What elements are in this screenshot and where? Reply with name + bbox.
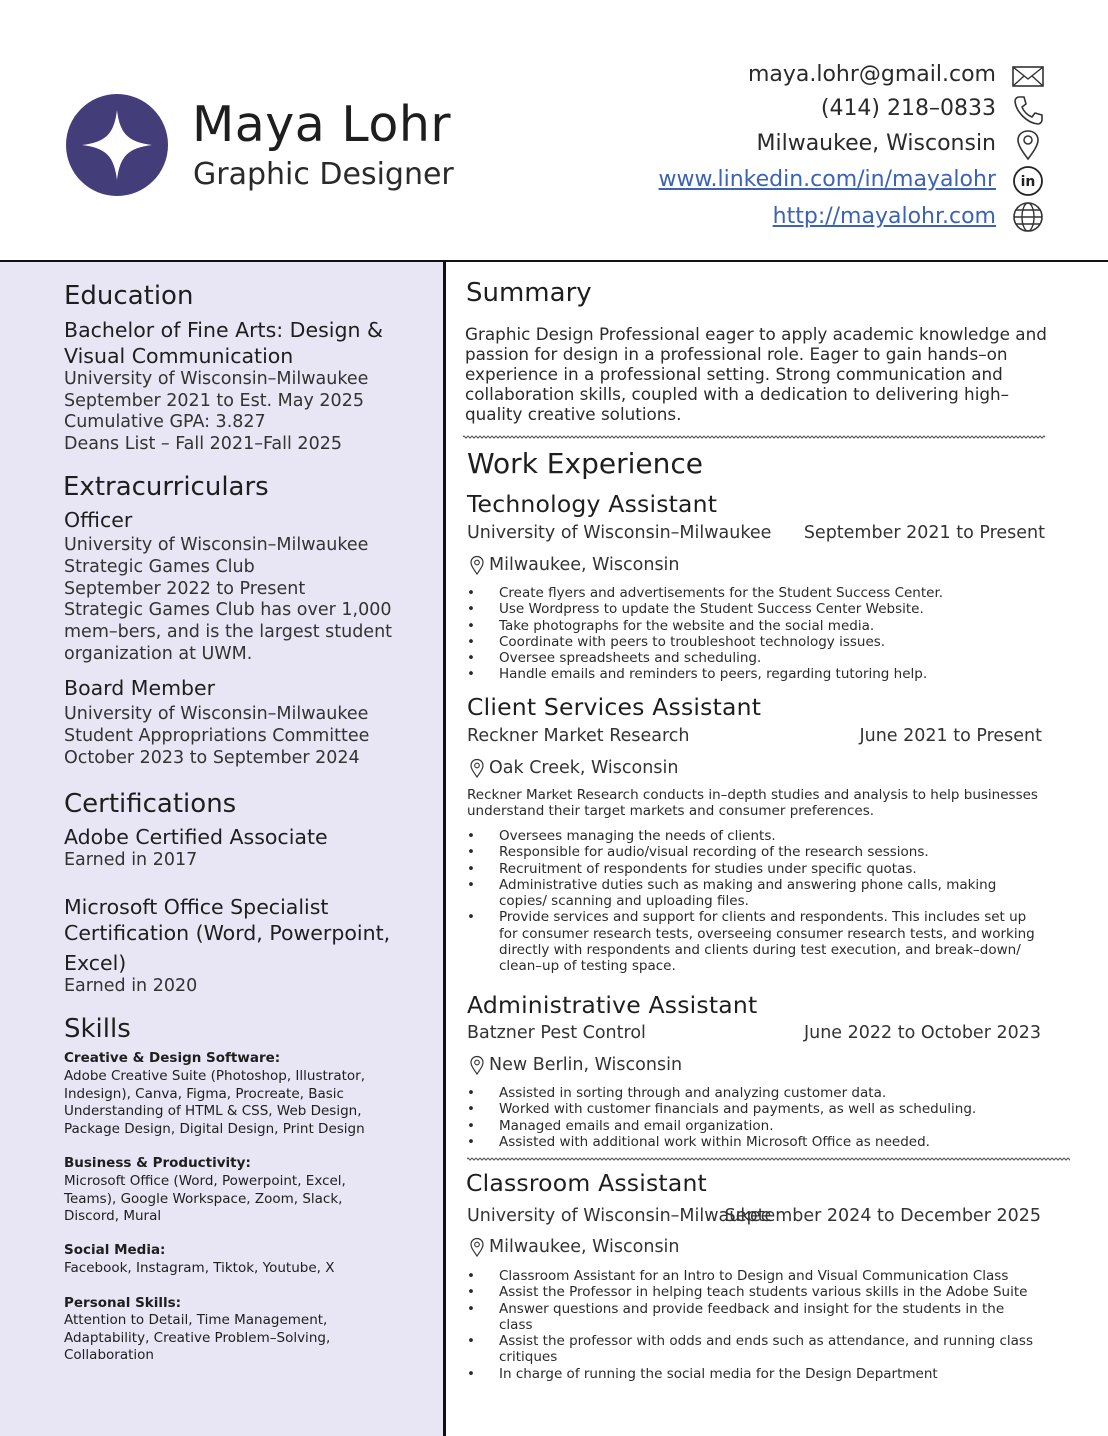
job-bullets <box>467 585 1047 683</box>
extracurricular-school: University of Wisconsin–Milwaukee <box>64 535 369 555</box>
skills-heading: Skills <box>64 1014 131 1044</box>
contact-location: Milwaukee, Wisconsin <box>756 131 996 156</box>
certification-earned: Earned in 2020 <box>64 976 198 996</box>
linkedin-link[interactable]: www.linkedin.com/in/mayalohr <box>658 167 996 192</box>
job-bullet: • Managed emails and email organization. <box>467 1118 1047 1134</box>
contact-email[interactable]: maya.lohr@gmail.com <box>747 62 996 87</box>
job-bullet: • Answer questions and provide feedback and insight for the students in the class <box>467 1301 1037 1334</box>
job-bullet: • Assist the professor with odds and ends such as attendance, and running class critiques <box>467 1333 1037 1366</box>
education-gpa: Cumulative GPA: 3.827 <box>64 412 266 432</box>
work-experience-heading: Work Experience <box>467 447 703 480</box>
certification-name-line-3: Excel) <box>64 951 127 975</box>
candidate-name: Maya Lohr <box>192 96 452 153</box>
certification-name-line-2: Certification (Word, Powerpoint, <box>64 921 391 945</box>
job-title: Client Services Assistant <box>467 693 762 721</box>
job-location-text: Oak Creek, Wisconsin <box>489 758 679 778</box>
education-honors: Deans List – Fall 2021–Fall 2025 <box>64 434 342 454</box>
wavy-divider <box>463 434 1045 440</box>
phone-icon <box>1011 93 1045 127</box>
job-bullet: • Oversee spreadsheets and scheduling. <box>467 650 1047 666</box>
job-dates: September 2024 to December 2025 <box>724 1206 1041 1226</box>
certification-earned: Earned in 2017 <box>64 850 198 870</box>
job-location <box>469 1055 682 1075</box>
four-point-star-icon <box>66 94 168 196</box>
certification-name: Adobe Certified Associate <box>64 825 328 849</box>
job-bullet: • Provide services and support for clients and respondents. This includes set up for consumer research tests, overseeing consumer research tests, and working directly with respondents and clients during test execution, and break–down/ clean–up of testing space. <box>467 909 1042 974</box>
job-bullet: • Assist the Professor in helping teach students various skills in the Adobe Suite <box>467 1284 1037 1300</box>
skill-group-text: Attention to Detail, Time Management, Adaptability, Creative Problem–Solving, Collaboration <box>64 1312 331 1363</box>
job-bullet: • Oversees managing the needs of clients. <box>467 828 1042 844</box>
map-pin-icon <box>469 758 485 778</box>
job-organization: Batzner Pest Control <box>467 1023 646 1043</box>
job-title: Classroom Assistant <box>466 1169 707 1197</box>
job-bullet: • Handle emails and reminders to peers, regarding tutoring help. <box>467 666 1047 682</box>
skill-group-label: Personal Skills: <box>64 1295 182 1311</box>
contact-phone: (414) 218–0833 <box>820 96 996 121</box>
candidate-title: Graphic Designer <box>193 157 454 192</box>
map-pin-icon <box>469 555 485 575</box>
job-location-text: New Berlin, Wisconsin <box>489 1055 683 1075</box>
extracurricular-note: Strategic Games Club has over 1,000 mem–bers, and is the largest student organization at UWM. <box>64 600 393 664</box>
job-bullet: • Take photographs for the website and the social media. <box>467 618 1047 634</box>
extracurricular-org: Strategic Games Club <box>64 557 255 577</box>
job-location <box>469 1237 680 1257</box>
extracurriculars-heading: Extracurriculars <box>63 472 269 502</box>
job-bullet: • Administrative duties such as making and answering phone calls, making copies/ scanning and uploading files. <box>467 877 1042 910</box>
job-location-text: Milwaukee, Wisconsin <box>489 1237 680 1257</box>
job-location-text: Milwaukee, Wisconsin <box>489 555 680 575</box>
extracurricular-dates: October 2023 to September 2024 <box>64 748 360 768</box>
job-bullet: • Classroom Assistant for an Intro to Design and Visual Communication Class <box>467 1268 1037 1284</box>
extracurricular-school: University of Wisconsin–Milwaukee <box>64 704 369 724</box>
job-bullet: • Worked with customer financials and payments, as well as scheduling. <box>467 1101 1047 1117</box>
job-organization: Reckner Market Research <box>467 726 690 746</box>
linkedin-icon <box>1011 164 1045 198</box>
column-divider <box>443 262 446 1436</box>
extracurricular-dates: September 2022 to Present <box>64 579 306 599</box>
job-bullets <box>467 828 1042 975</box>
skill-group-text: Adobe Creative Suite (Photoshop, Illustrator, Indesign), Canva, Figma, Procreate, Basic Understanding of HTML & CSS, Web Design, Package Design, Digital Design, Print Design <box>64 1068 366 1137</box>
job-bullet: • Responsible for audio/visual recording of the research sessions. <box>467 844 1042 860</box>
job-dates: June 2021 to Present <box>859 726 1042 746</box>
job-bullet: • In charge of running the social media for the Design Department <box>467 1366 1037 1382</box>
extracurricular-role: Officer <box>64 508 133 532</box>
skill-group-label: Social Media: <box>64 1242 166 1258</box>
svg-text:in: in <box>1020 174 1036 190</box>
job-bullet: • Recruitment of respondents for studies under specific quotas. <box>467 861 1042 877</box>
envelope-icon <box>1011 59 1045 93</box>
summary-text: Graphic Design Professional eager to apply academic knowledge and passion for design in a professional role. Eager to gain hands–on experience in a professional setting. Strong communication and collaboration skills, coupled with a dedication to delivering high–quality creative solutions. <box>465 324 1047 424</box>
degree-line-1: Bachelor of Fine Arts: Design & <box>64 318 383 342</box>
map-pin-icon <box>469 1055 485 1075</box>
job-bullet: • Use Wordpress to update the Student Success Center Website. <box>467 601 1047 617</box>
wavy-divider <box>467 1156 1070 1162</box>
education-dates: September 2021 to Est. May 2025 <box>64 391 364 411</box>
job-dates: June 2022 to October 2023 <box>803 1023 1041 1043</box>
skill-group-label: Creative & Design Software: <box>64 1050 281 1066</box>
job-description: Reckner Market Research conducts in–depth studies and analysis to help businesses understand their target markets and consumer preferences. <box>467 787 1038 820</box>
job-bullet: • Create flyers and advertisements for the Student Success Center. <box>467 585 1047 601</box>
job-bullet: • Coordinate with peers to troubleshoot technology issues. <box>467 634 1047 650</box>
job-location <box>469 555 680 575</box>
job-title: Technology Assistant <box>467 490 718 518</box>
job-bullet: • Assisted in sorting through and analyzing customer data. <box>467 1085 1047 1101</box>
job-bullets <box>467 1268 1037 1382</box>
education-school: University of Wisconsin–Milwaukee <box>64 369 369 389</box>
certification-name-line-1: Microsoft Office Specialist <box>64 895 329 919</box>
map-pin-icon <box>1011 128 1045 162</box>
job-organization: University of Wisconsin–Milwaukee <box>467 1206 772 1226</box>
extracurricular-org: Student Appropriations Committee <box>64 726 370 746</box>
job-location <box>469 758 678 778</box>
website-link[interactable]: http://mayalohr.com <box>772 204 996 229</box>
extracurricular-role: Board Member <box>64 676 216 700</box>
skill-group-label: Business & Productivity: <box>64 1155 251 1171</box>
globe-icon <box>1011 200 1045 234</box>
certifications-heading: Certifications <box>64 789 237 819</box>
job-title: Administrative Assistant <box>467 991 758 1019</box>
degree-line-2: Visual Communication <box>64 344 294 368</box>
education-heading: Education <box>64 281 194 311</box>
skill-group-text: Facebook, Instagram, Tiktok, Youtube, X <box>64 1260 335 1276</box>
job-bullets <box>467 1085 1047 1150</box>
job-bullet: • Assisted with additional work within Microsoft Office as needed. <box>467 1134 1047 1150</box>
skill-group-text: Microsoft Office (Word, Powerpoint, Excel, Teams), Google Workspace, Zoom, Slack, Discord, Mural <box>64 1173 346 1224</box>
job-dates: September 2021 to Present <box>803 523 1045 543</box>
summary-heading: Summary <box>466 278 592 308</box>
job-organization: University of Wisconsin–Milwaukee <box>467 523 772 543</box>
map-pin-icon <box>469 1237 485 1257</box>
logo <box>66 94 168 196</box>
